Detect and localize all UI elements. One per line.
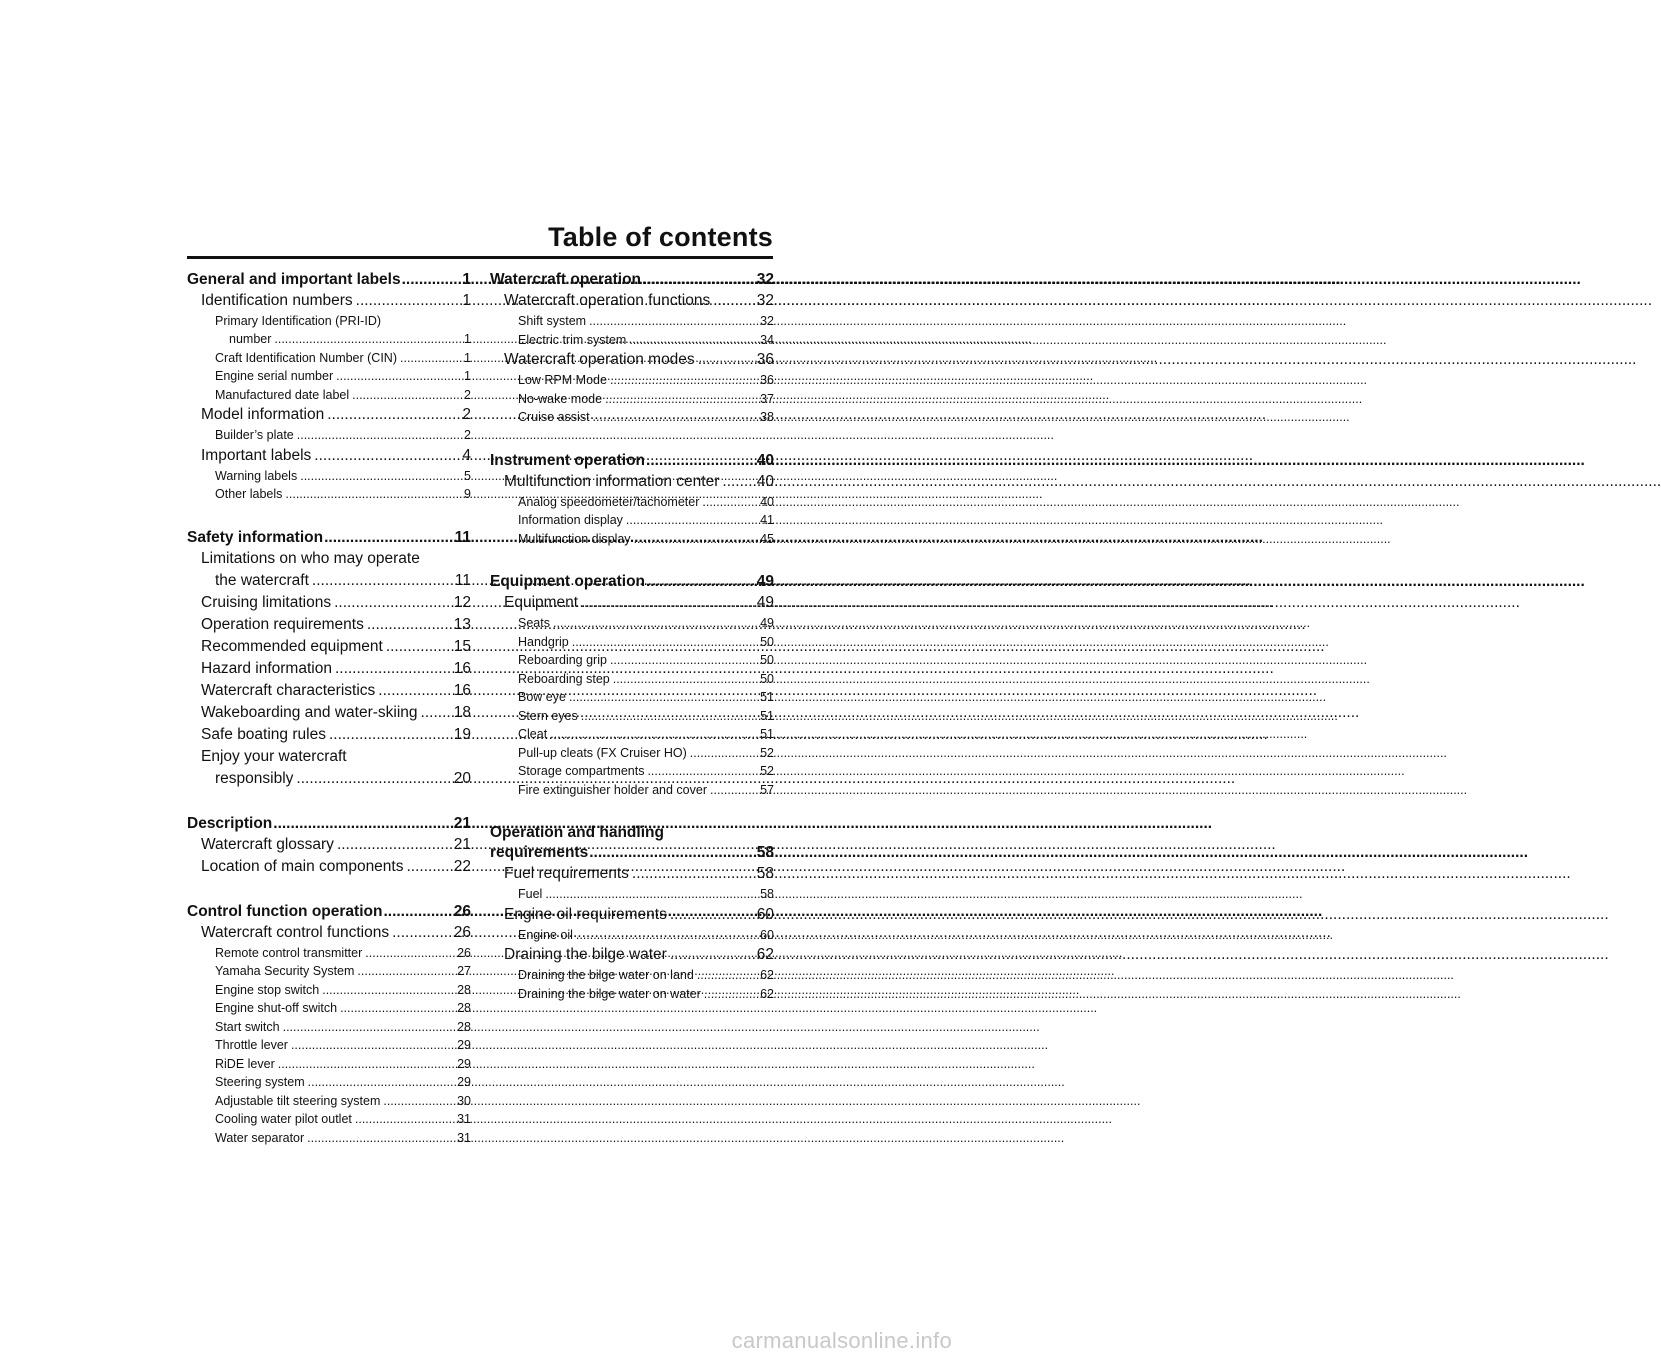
page-header	[187, 222, 773, 259]
dot-leader	[610, 651, 757, 670]
toc-entry-title: number	[229, 332, 272, 346]
dot-leader	[698, 349, 754, 371]
toc-entry-title: Stern eyes	[518, 708, 578, 723]
toc-entry-title: the watercraft	[215, 571, 309, 589]
toc-entry[interactable]	[187, 528, 471, 548]
toc-entry-title: Other labels	[215, 487, 283, 501]
toc-entry-title: Yamaha Security System	[215, 964, 355, 978]
toc-entry-title-line[interactable]: Operation and handling	[490, 824, 664, 841]
toc-entry-title: Craft Identification Number (CIN)	[215, 350, 398, 365]
dot-leader	[322, 981, 454, 1000]
dot-leader	[626, 511, 757, 530]
dot-leader	[285, 485, 461, 504]
dot-leader	[610, 371, 757, 390]
toc-entry-page: 51	[760, 690, 774, 704]
toc-entry-page: 1	[464, 369, 471, 383]
toc-entry-title: Electric trim system	[518, 332, 627, 347]
dot-leader	[340, 999, 454, 1018]
toc-entry-title: Reboarding grip	[518, 653, 607, 667]
toc-entry-page: 26	[453, 902, 471, 920]
dot-leader	[335, 658, 451, 680]
toc-entry-title: responsibly	[215, 769, 294, 787]
toc-entry-title: Throttle lever	[215, 1038, 288, 1052]
dot-leader	[670, 904, 754, 926]
toc-entry[interactable]	[187, 592, 471, 614]
toc-entry-title: Seats	[518, 616, 550, 630]
dot-leader	[581, 592, 754, 614]
dot-leader	[367, 614, 451, 636]
dot-leader	[589, 843, 756, 863]
toc-entry-page: 30	[457, 1093, 471, 1108]
toc-entry-title: Recommended equipment	[201, 637, 383, 655]
toc-entry[interactable]	[490, 944, 774, 966]
toc-entry-page: 58	[756, 865, 774, 882]
dot-leader	[392, 922, 451, 944]
dot-leader	[670, 944, 754, 966]
dot-leader	[337, 834, 451, 856]
toc-entry-page: 31	[457, 1112, 471, 1126]
toc-entry-page: 34	[760, 332, 774, 347]
toc-entry-page: 62	[760, 986, 774, 1001]
toc-entry[interactable]	[187, 404, 471, 426]
toc-entry-page: 31	[457, 1130, 471, 1145]
toc-entry-title: Instrument operation	[490, 451, 646, 469]
dot-leader	[593, 408, 758, 427]
toc-entry[interactable]	[490, 592, 774, 614]
toc-entry-title: Watercraft operation modes	[504, 351, 695, 368]
toc-entry-title: Fire extinguisher holder and cover	[518, 782, 707, 797]
toc-entry-title: Location of main components	[201, 857, 404, 875]
dot-leader	[722, 471, 753, 493]
toc-entry[interactable]	[490, 493, 774, 512]
toc-entry-title: Reboarding step	[518, 671, 610, 686]
toc-entry[interactable]	[187, 999, 471, 1018]
dot-leader	[634, 530, 758, 549]
toc-entry[interactable]	[490, 530, 774, 549]
toc-entry-page: 29	[457, 1038, 471, 1052]
toc-entry-title: Identification numbers	[201, 292, 353, 309]
toc-entry-page: 11	[454, 571, 471, 589]
toc-right-column	[490, 270, 774, 1003]
toc-entry-title: Handgrip	[518, 634, 569, 649]
toc-entry[interactable]	[187, 349, 471, 368]
dot-leader	[545, 885, 757, 904]
dot-leader	[646, 451, 756, 471]
toc-entry-title: Steering system	[215, 1075, 305, 1089]
toc-entry-page: 12	[453, 593, 471, 611]
toc-entry-title: Cruise assist	[518, 410, 590, 424]
toc-entry-page: 49	[756, 573, 774, 590]
toc-entry[interactable]	[187, 944, 471, 963]
toc-entry[interactable]	[187, 636, 471, 658]
dot-leader	[329, 724, 451, 746]
toc-entry[interactable]	[490, 408, 774, 427]
toc-entry-page: 40	[756, 472, 774, 490]
toc-entry-page: 57	[760, 782, 774, 797]
toc-entry[interactable]	[490, 312, 774, 331]
dot-leader	[647, 762, 757, 781]
toc-entry-page: 29	[457, 1056, 471, 1071]
toc-entry-page: 2	[464, 428, 471, 442]
page-title: Table of contents	[548, 222, 773, 252]
toc-entry-page: 18	[453, 703, 471, 721]
dot-leader	[307, 1129, 454, 1148]
toc-entry[interactable]	[187, 1018, 471, 1037]
toc-entry-page: 21	[453, 835, 471, 853]
toc-entry-page: 15	[453, 637, 471, 655]
toc-entry[interactable]	[187, 614, 471, 636]
toc-entry[interactable]	[490, 762, 774, 781]
dot-leader	[605, 390, 757, 409]
dot-leader	[296, 768, 450, 790]
dot-leader	[312, 570, 452, 592]
toc-entry[interactable]	[490, 371, 774, 390]
toc-entry-page: 28	[457, 1019, 471, 1034]
toc-entry-page: 60	[760, 927, 774, 942]
toc-entry-title: Bow eye	[518, 690, 566, 704]
toc-entry-page: 2	[462, 406, 471, 423]
toc-entry-page: 52	[760, 764, 774, 778]
dot-leader	[690, 744, 757, 763]
toc-entry-title: Multifunction display	[518, 531, 631, 546]
toc-entry[interactable]	[187, 1055, 471, 1074]
dot-leader	[400, 349, 461, 368]
dot-leader	[581, 707, 757, 726]
toc-left-column	[187, 270, 471, 1147]
toc-entry[interactable]	[187, 724, 471, 746]
toc-entry-title: Cruising limitations	[201, 593, 332, 611]
watermark: carmanualsonline.info	[731, 1328, 952, 1353]
toc-entry[interactable]	[187, 485, 471, 504]
toc-entry[interactable]	[490, 331, 774, 350]
toc-entry-title: Warning labels	[215, 468, 298, 483]
toc-entry-title: Remote control transmitter	[215, 945, 363, 960]
dot-leader	[300, 467, 461, 486]
toc-entry[interactable]	[187, 680, 471, 702]
toc-entry[interactable]	[490, 707, 774, 726]
dot-leader	[314, 445, 459, 467]
toc-entry[interactable]	[187, 814, 471, 834]
toc-entry-title: Draining the bilge water on water	[518, 986, 701, 1001]
toc-entry-page: 40	[760, 494, 774, 509]
dot-leader	[386, 636, 451, 658]
toc-entry-title: Engine serial number	[215, 369, 334, 383]
toc-entry-page: 5	[464, 468, 471, 483]
toc-entry[interactable]	[187, 467, 471, 486]
toc-entry[interactable]	[490, 688, 774, 707]
toc-entry[interactable]	[187, 981, 471, 1000]
toc-entry-title: Water separator	[215, 1130, 305, 1145]
toc-entry[interactable]	[490, 926, 774, 945]
toc-entry-title: Storage compartments	[518, 764, 645, 778]
toc-entry-page: 40	[756, 451, 774, 469]
section-gap	[187, 504, 471, 528]
dot-leader	[291, 1036, 454, 1055]
toc-entry-page: 1	[464, 350, 471, 365]
section-gap	[490, 548, 774, 572]
toc-entry-title-line[interactable]: Limitations on who may operate	[201, 549, 420, 567]
toc-entry[interactable]	[187, 1073, 471, 1092]
toc-entry[interactable]	[187, 834, 471, 856]
toc-entry-title: Model information	[201, 406, 325, 423]
dot-leader	[613, 670, 757, 689]
toc-entry[interactable]	[490, 290, 774, 312]
dot-leader	[308, 1073, 454, 1092]
toc-entry-title-line[interactable]: Enjoy your watercraft	[201, 747, 347, 765]
dot-leader	[327, 404, 459, 426]
dot-leader	[629, 331, 757, 350]
toc-entry[interactable]	[490, 781, 774, 800]
toc-entry-page: 1	[462, 271, 471, 288]
toc-entry[interactable]	[187, 1092, 471, 1111]
toc-entry-title: Fuel requirements	[504, 865, 629, 882]
toc-entry-title: Watercraft operation functions	[504, 292, 711, 309]
dot-leader	[334, 592, 451, 614]
toc-entry[interactable]	[187, 270, 471, 290]
toc-entry-title: Start switch	[215, 1019, 280, 1034]
toc-entry[interactable]	[490, 843, 774, 863]
toc-entry-page: 62	[756, 946, 774, 963]
toc-entry-title: Fuel	[518, 887, 543, 901]
toc-entry-page: 45	[760, 531, 774, 546]
dot-leader	[365, 944, 454, 963]
dot-leader	[383, 1092, 454, 1111]
toc-entry-title: Low RPM Mode	[518, 373, 607, 387]
dot-leader	[274, 330, 461, 349]
toc-entry-title: Analog speedometer/tachometer	[518, 494, 700, 509]
toc-entry[interactable]	[187, 1110, 471, 1129]
dot-leader	[297, 426, 461, 445]
toc-entry-title: Manufactured date label	[215, 387, 350, 402]
toc-entry-title: RiDE lever	[215, 1056, 275, 1071]
toc-entry[interactable]	[490, 270, 774, 290]
toc-entry-page: 27	[457, 964, 471, 978]
dot-leader	[550, 725, 757, 744]
toc-entry-title: Information display	[518, 513, 623, 527]
dot-leader	[273, 814, 452, 834]
toc-entry[interactable]	[187, 1129, 471, 1148]
toc-entry-page: 50	[760, 671, 774, 686]
toc-entry[interactable]	[187, 386, 471, 405]
dot-leader	[642, 270, 756, 290]
toc-entry[interactable]	[490, 390, 774, 409]
toc-entry-page: 51	[760, 708, 774, 723]
toc-entry[interactable]	[490, 572, 774, 592]
dot-leader	[336, 367, 461, 386]
toc-entry-page: 26	[457, 945, 471, 960]
dot-leader	[383, 902, 452, 922]
toc-entry-page: 58	[756, 844, 774, 861]
toc-entry-title: Control function operation	[187, 902, 383, 920]
toc-entry-page: 32	[756, 271, 774, 288]
toc-entry[interactable]	[490, 651, 774, 670]
toc-entry-page: 38	[760, 410, 774, 424]
toc-entry-title: Draining the bilge water on land	[518, 968, 694, 982]
dot-leader	[710, 781, 757, 800]
toc-entry[interactable]	[490, 725, 774, 744]
toc-entry-page: 19	[453, 725, 471, 743]
toc-entry[interactable]	[187, 902, 471, 922]
toc-entry-title: Engine stop switch	[215, 982, 320, 997]
dot-leader	[378, 680, 450, 702]
toc-entry[interactable]	[490, 863, 774, 885]
toc-entry-page: 32	[756, 292, 774, 309]
toc-entry-page: 49	[756, 594, 774, 611]
toc-entry-title: Watercraft operation	[490, 271, 642, 288]
toc-entry[interactable]	[187, 570, 471, 592]
toc-entry-page: 28	[457, 1001, 471, 1015]
dot-leader	[589, 312, 757, 331]
toc-entry[interactable]	[187, 1036, 471, 1055]
dot-leader	[576, 926, 757, 945]
dot-leader	[406, 856, 450, 878]
toc-entry[interactable]	[187, 768, 471, 790]
toc-entry-title: Safe boating rules	[201, 725, 326, 743]
toc-entry[interactable]	[490, 670, 774, 689]
toc-entry-page: 51	[760, 727, 774, 741]
dot-leader	[572, 633, 757, 652]
dot-leader	[421, 702, 451, 724]
toc-entry-page: 13	[453, 615, 471, 633]
toc-entry[interactable]	[187, 367, 471, 386]
toc-entry-title: Draining the bilge water	[504, 946, 667, 963]
toc-entry-page: 37	[760, 391, 774, 406]
toc-entry-page: 49	[760, 616, 774, 630]
toc-entry[interactable]	[187, 658, 471, 680]
toc-entry[interactable]	[187, 962, 471, 981]
section-gap	[490, 427, 774, 451]
toc-entry-title: Operation requirements	[201, 615, 364, 633]
toc-entry[interactable]	[490, 904, 774, 926]
toc-entry-page: 1	[464, 332, 471, 346]
toc-entry-title: Wakeboarding and water-skiing	[201, 703, 418, 721]
toc-entry-page: 26	[453, 923, 471, 941]
toc-entry-title: Adjustable tilt steering system	[215, 1093, 381, 1108]
toc-entry-title: Equipment	[504, 594, 579, 611]
toc-entry-page: 16	[453, 659, 471, 677]
toc-entry-title: requirements	[490, 844, 589, 861]
toc-entry-page: 50	[760, 634, 774, 649]
toc-entry-title: Engine oil requirements	[504, 905, 667, 923]
toc-entry[interactable]	[187, 702, 471, 724]
dot-leader	[702, 493, 757, 512]
toc-entry-title: Important labels	[201, 446, 312, 464]
toc-entry[interactable]	[187, 330, 471, 349]
section-gap	[187, 878, 471, 902]
toc-entry-page: 21	[453, 814, 471, 832]
section-gap	[187, 790, 471, 814]
dot-leader	[704, 985, 757, 1004]
toc-entry-title: Builder’s plate	[215, 428, 294, 442]
toc-entry-page: 11	[454, 528, 471, 546]
toc-entry[interactable]	[490, 349, 774, 371]
toc-entry-title: Engine shut-off switch	[215, 1001, 338, 1015]
section-gap	[490, 799, 774, 823]
toc-entry-page: 41	[760, 513, 774, 527]
toc-entry[interactable]	[187, 922, 471, 944]
toc-entry-title: Watercraft control functions	[201, 923, 390, 941]
dot-leader	[569, 688, 757, 707]
toc-entry-page: 50	[760, 653, 774, 667]
toc-entry-title-line[interactable]: Primary Identification (PRI-ID)	[215, 314, 382, 328]
toc-entry-page: 1	[462, 292, 471, 309]
dot-leader	[356, 290, 460, 312]
toc-entry[interactable]	[187, 426, 471, 445]
toc-entry-page: 20	[453, 769, 471, 787]
toc-entry-page: 28	[457, 982, 471, 997]
toc-entry-title: Watercraft glossary	[201, 835, 334, 853]
dot-leader	[357, 962, 454, 981]
dot-leader	[352, 386, 461, 405]
toc-entry-page: 29	[457, 1075, 471, 1089]
toc-entry-page: 32	[760, 314, 774, 328]
toc-entry-title: Shift system	[518, 314, 587, 328]
toc-entry-page: 60	[756, 905, 774, 923]
toc-entry[interactable]	[187, 856, 471, 878]
toc-entry-title: Multifunction information center	[504, 472, 720, 490]
toc-entry-title: Pull-up cleats (FX Cruiser HO)	[518, 745, 687, 760]
toc-entry[interactable]	[490, 966, 774, 985]
toc-entry-title: Safety information	[187, 528, 324, 546]
toc-entry-page: 2	[464, 387, 471, 402]
toc-entry-page: 36	[756, 351, 774, 368]
dot-leader	[402, 270, 462, 290]
toc-entry[interactable]	[490, 885, 774, 904]
toc-entry-page: 52	[760, 745, 774, 760]
dot-leader	[278, 1055, 454, 1074]
dot-leader	[646, 572, 756, 592]
toc-entry-title: Cooling water pilot outlet	[215, 1112, 352, 1126]
toc-entry-title: Engine oil	[518, 927, 573, 942]
toc-entry-page: 4	[462, 446, 471, 464]
toc-entry-title: Description	[187, 814, 273, 832]
toc-entry-title: Watercraft characteristics	[201, 681, 376, 699]
toc-entry[interactable]	[490, 744, 774, 763]
toc-entry-title: Hazard information	[201, 659, 332, 677]
toc-entry[interactable]	[490, 985, 774, 1004]
toc-entry-page: 62	[760, 968, 774, 982]
dot-leader	[632, 863, 754, 885]
toc-entry-page: 58	[760, 887, 774, 901]
toc-entry[interactable]	[490, 511, 774, 530]
toc-entry-title: Equipment operation	[490, 573, 645, 590]
toc-entry[interactable]	[187, 290, 471, 312]
toc-entry[interactable]	[490, 451, 774, 471]
toc-entry[interactable]	[187, 445, 471, 467]
toc-entry-page: 16	[453, 681, 471, 699]
dot-leader	[355, 1110, 454, 1129]
toc-entry[interactable]	[490, 614, 774, 633]
toc-entry-page: 22	[453, 857, 471, 875]
toc-entry-title: Cleat	[518, 727, 548, 741]
dot-leader	[713, 290, 754, 312]
toc-entry[interactable]	[490, 633, 774, 652]
toc-entry-page: 9	[464, 487, 471, 501]
toc-entry-page: 36	[760, 373, 774, 387]
toc-entry-title: General and important labels	[187, 271, 401, 288]
toc-entry[interactable]	[490, 471, 774, 493]
dot-leader	[283, 1018, 454, 1037]
dot-leader	[553, 614, 757, 633]
dot-leader	[324, 528, 454, 548]
dot-leader	[697, 966, 757, 985]
toc-entry-title: No-wake mode	[518, 391, 603, 406]
